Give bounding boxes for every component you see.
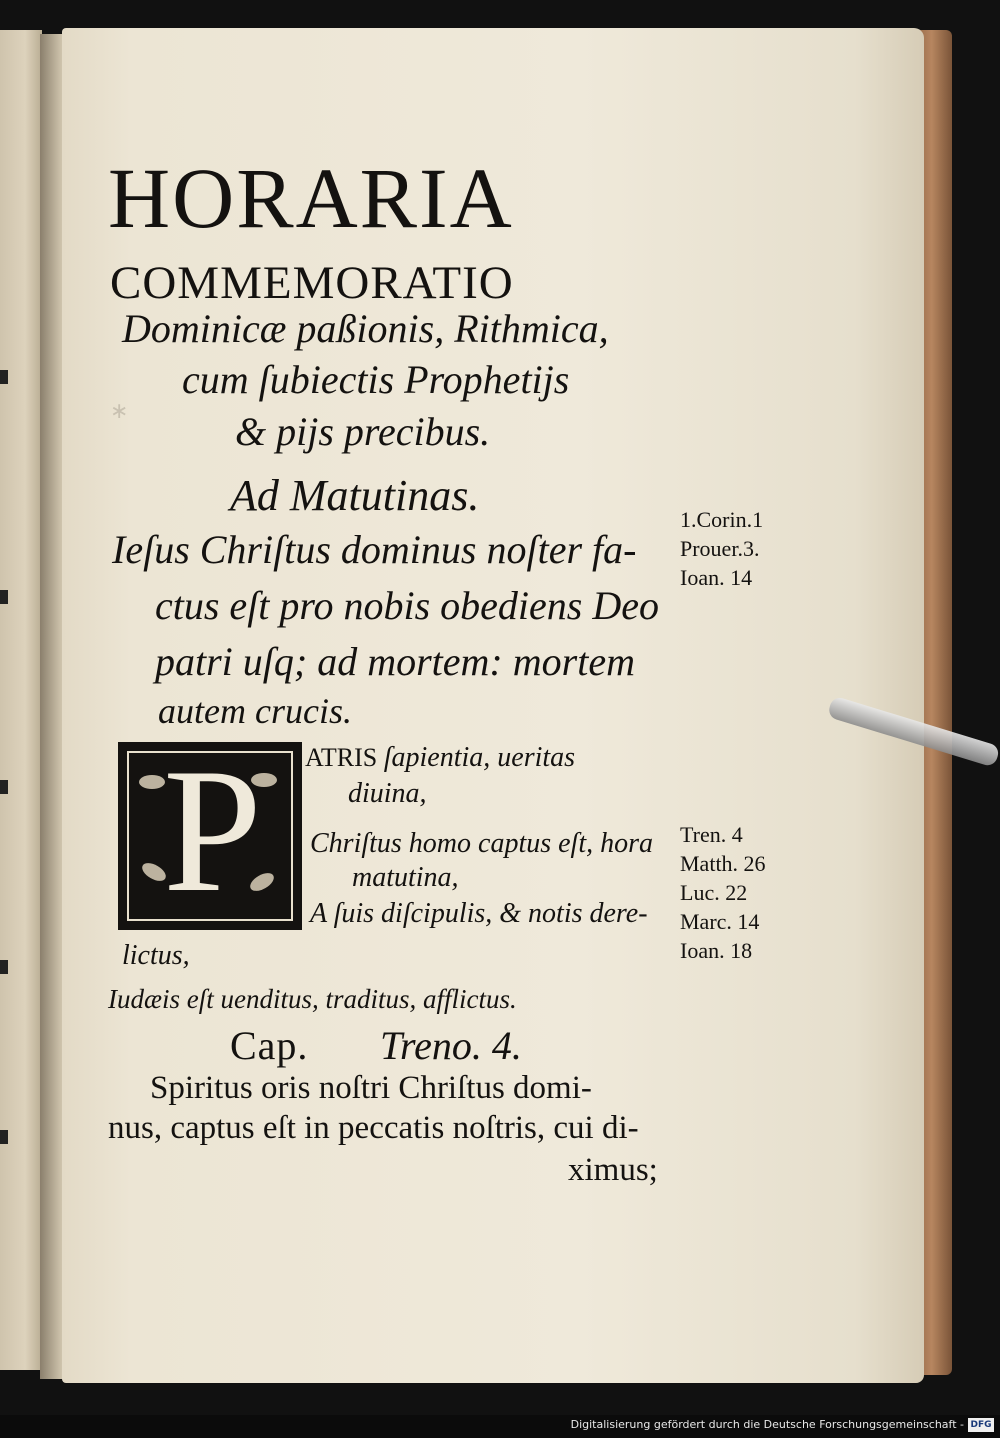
antiphon-line: patri uſq; ad mortem: mortem [155, 639, 635, 684]
margin-ref: Tren. 4 [680, 822, 743, 847]
margin-ref: 1.Corin.1 [680, 507, 764, 532]
verse-rest: ſapientia, ueritas [383, 742, 576, 773]
title-line-2: COMMEMORATIO [110, 257, 514, 309]
title-line-1: HORARIA [108, 150, 514, 246]
margin-ref: Luc. 22 [680, 880, 748, 905]
margin-ref: Marc. 14 [680, 909, 760, 934]
margin-ref: Matth. 26 [680, 851, 766, 876]
antiphon-line: autem crucis. [158, 691, 352, 731]
margin-ref: Prouer.3. [680, 536, 760, 561]
dfg-logo: DFG [968, 1418, 994, 1432]
prose-line: Spiritus oris noſtri Chriſtus domi- [150, 1070, 592, 1106]
prose-line: nus, captus eſt in peccatis noſtris, cui di- [108, 1110, 639, 1146]
verse-line: diuina, [348, 778, 427, 809]
verse-line: A ſuis diſcipulis, & notis dere- [310, 898, 648, 929]
margin-references-mid [680, 820, 766, 965]
bleed-through-text: ∗ [110, 398, 129, 423]
verse-caps: ATRIS [305, 743, 378, 772]
margin-references-top [680, 505, 763, 592]
margin-ref: Ioan. 18 [680, 938, 753, 963]
antiphon-line: ctus eſt pro nobis obediens Deo [155, 583, 660, 628]
subtitle-line-1: Dominicæ paßionis, Rithmica, [122, 306, 609, 351]
facing-page-edge [0, 30, 42, 1370]
section-heading: Ad Matutinas. [230, 471, 480, 520]
digitization-credit: Digitalisierung gefördert durch die Deutsche Forschungsgemeinschaft - [570, 1418, 964, 1431]
initial-letter: P [163, 731, 262, 929]
chapter-reference: Treno. 4. [380, 1023, 522, 1068]
margin-ref: Ioan. 14 [680, 565, 753, 590]
verse-line [305, 742, 575, 774]
subtitle-line-2: cum ſubiectis Prophetijs [182, 357, 570, 402]
chapter-label: Cap. [230, 1023, 309, 1068]
decorated-initial [118, 731, 302, 930]
antiphon-line: Ieſus Chriſtus dominus noſter fa- [112, 527, 637, 572]
subtitle-line-3: & pijs precibus. [235, 409, 491, 454]
verse-line: Iudæis eſt uenditus, traditus, afflictus. [108, 984, 517, 1014]
verse-line: lictus, [122, 940, 190, 971]
verse-line: matutina, [352, 862, 459, 893]
catchword: ximus; [568, 1152, 658, 1188]
verse-line: Chriſtus homo captus eſt, hora [310, 828, 654, 859]
